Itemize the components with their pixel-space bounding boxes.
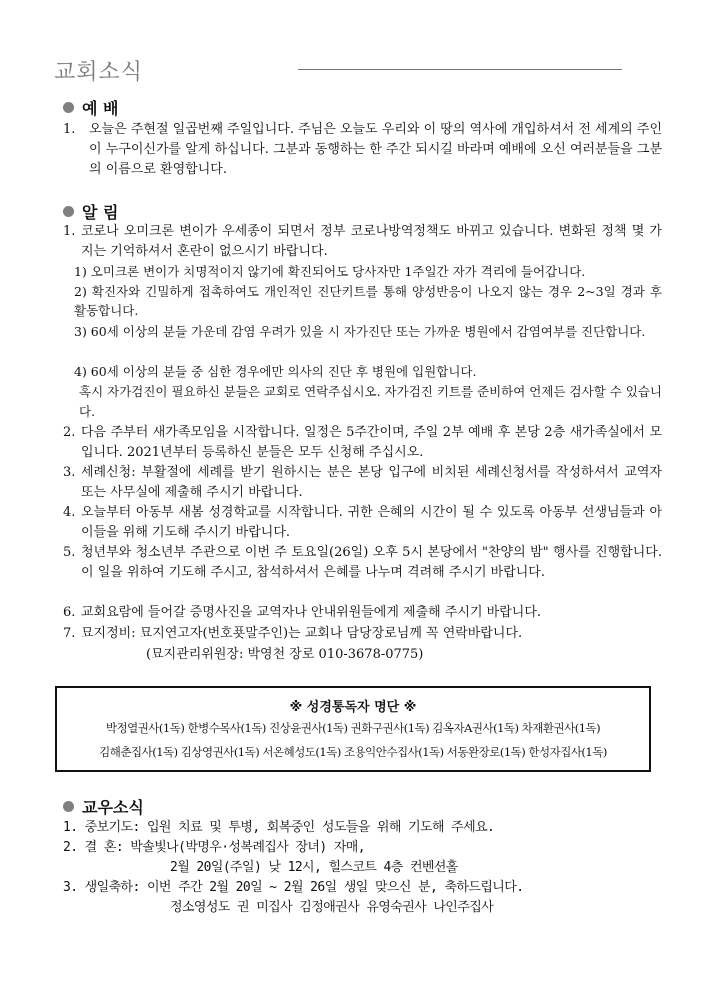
notice-item-text: 다음 주부터 새가족모임을 시작합니다. 일정은 5주간이며, 주일 2부 예배 후 본당 2층 새가족실에서 모입니다. 2021년부터 등록하신 분들은 모두 신청해 주십시오. [81, 425, 662, 460]
notice-subitem: 2) 확진자와 긴밀하게 접촉하여도 개인적인 진단키트를 통해 양성반응이 나오지 않는 경우 2~3일 경과 후 활동합니다. [74, 284, 662, 318]
notice-item-text: 묘지정비: 묘지연고자(번호푯말주인)는 교회나 담당장로님께 꼭 연락바랍니다. [81, 626, 523, 641]
item-number: 5. [63, 545, 76, 560]
notice-item-text: 코로나 오미크론 변이가 우세종이 되면서 정부 코로나방역정책도 바뀌고 있습니다. 변화된 정책 몇 가지는 기억하셔서 혼란이 없으시기 바랍니다. [81, 224, 662, 259]
bible-readers-box [55, 686, 651, 772]
section-heading-notices [63, 200, 118, 223]
section-heading-label: 교우소식 [82, 798, 144, 817]
bible-readers-line: 김해춘집사(1독) 김상영권사(1독) 서온혜성도(1독) 조용익안수집사(1독) 서동완장로(1독) 한성자집사(1독) [99, 745, 607, 759]
page-title: 교회소식 [54, 60, 144, 85]
notice-closing-text: 혹시 자가검진이 필요하신 분들은 교회로 연락주십시오. 자가검진 키트를 준비하여 언제든 검사할 수 있습니다. [79, 384, 662, 419]
bible-readers-line: 박정열권사(1독) 한병수목사(1독) 진상윤권사(1독) 권화구권사(1독) 김옥자A권사(1독) 차재환권사(1독) [105, 721, 601, 735]
section-heading-label: 예 배 [82, 99, 119, 118]
notice-subitem: 1) 오미크론 변이가 치명적이지 않기에 확진되어도 당사자만 1주일간 자가 격리에 들어갑니다. [74, 264, 586, 279]
church-news-line: 1. 중보기도: 입원 치료 및 투병, 회복중인 성도들을 위해 기도해 주세요. [63, 820, 495, 835]
notice-item-text: 교회요람에 들어갈 증명사진을 교역자나 안내위원들에게 제출해 주시기 바랍니다. [81, 605, 542, 620]
notice-subitem: 4) 60세 이상의 분들 중 심한 경우에만 의사의 진단 후 병원에 입원합니다. [74, 364, 477, 379]
title-divider [298, 69, 622, 70]
worship-item-text: 오늘은 주현절 일곱번째 주일입니다. 주님은 오늘도 우리와 이 땅의 역사에 개입하셔서 전 세계의 주인이 누구이신가를 알게 하십니다. 그분과 동행하는 한 주간 되시길 바라며 예배에 오신 여러분들을 그분의 이름으로 환영합니다. [89, 122, 662, 177]
church-news-line: 2월 20일(주일) 낮 12시, 힐스코트 4층 컨벤션홀 [170, 860, 458, 875]
bible-readers-title: ※ 성경통독자 명단 ※ [289, 700, 417, 715]
notice-item-text: 세례신청: 부활절에 세례를 받기 원하시는 분은 본당 입구에 비치된 세례신청서를 작성하셔서 교역자 또는 사무실에 제출해 주시기 바랍니다. [81, 465, 662, 500]
bullet-dot-icon [63, 801, 74, 812]
item-number: 2. [63, 425, 76, 440]
church-news-line: 3. 생일축하: 이번 주간 2월 20일 ~ 2월 26일 생일 맞으신 분, 축하드립니다. [63, 880, 524, 895]
item-number: 7. [63, 626, 76, 641]
item-number: 3. [63, 465, 76, 480]
notice-subitem: 3) 60세 이상의 분들 가운데 감염 우려가 있을 시 자가진단 또는 가까운 병원에서 감염여부를 진단합니다. [74, 324, 646, 339]
section-heading-church-news [63, 795, 144, 818]
church-news-line: 2. 결 혼: 박솔빛나(박명우·성복례집사 장녀) 자매, [63, 840, 365, 855]
bullet-dot-icon [63, 206, 74, 217]
item-number: 4. [63, 505, 76, 520]
notice-item-text: 오늘부터 아동부 새봄 성경학교를 시작합니다. 귀한 은혜의 시간이 될 수 있도록 아동부 선생님들과 아이들을 위해 기도해 주시기 바랍니다. [81, 505, 662, 540]
item-number: 1. [63, 122, 76, 137]
notice-contact-text: (묘지관리위원장: 박영천 장로 010-3678-0775) [146, 647, 424, 662]
section-heading-label: 알 림 [82, 203, 119, 222]
section-heading-worship [63, 96, 118, 119]
church-news-line: 정소영성도 권 미집사 김정애권사 유영숙권사 나인주집사 [170, 900, 494, 915]
item-number: 1. [63, 224, 76, 239]
notice-item-text: 청년부와 청소년부 주관으로 이번 주 토요일(26일) 오후 5시 본당에서 "찬양의 밤" 행사를 진행합니다. 이 일을 위하여 기도해 주시고, 참석하셔서 은혜를 나누며 격려해 주시기 바랍니다. [81, 545, 662, 580]
bullet-dot-icon [63, 102, 74, 113]
item-number: 6. [63, 605, 76, 620]
